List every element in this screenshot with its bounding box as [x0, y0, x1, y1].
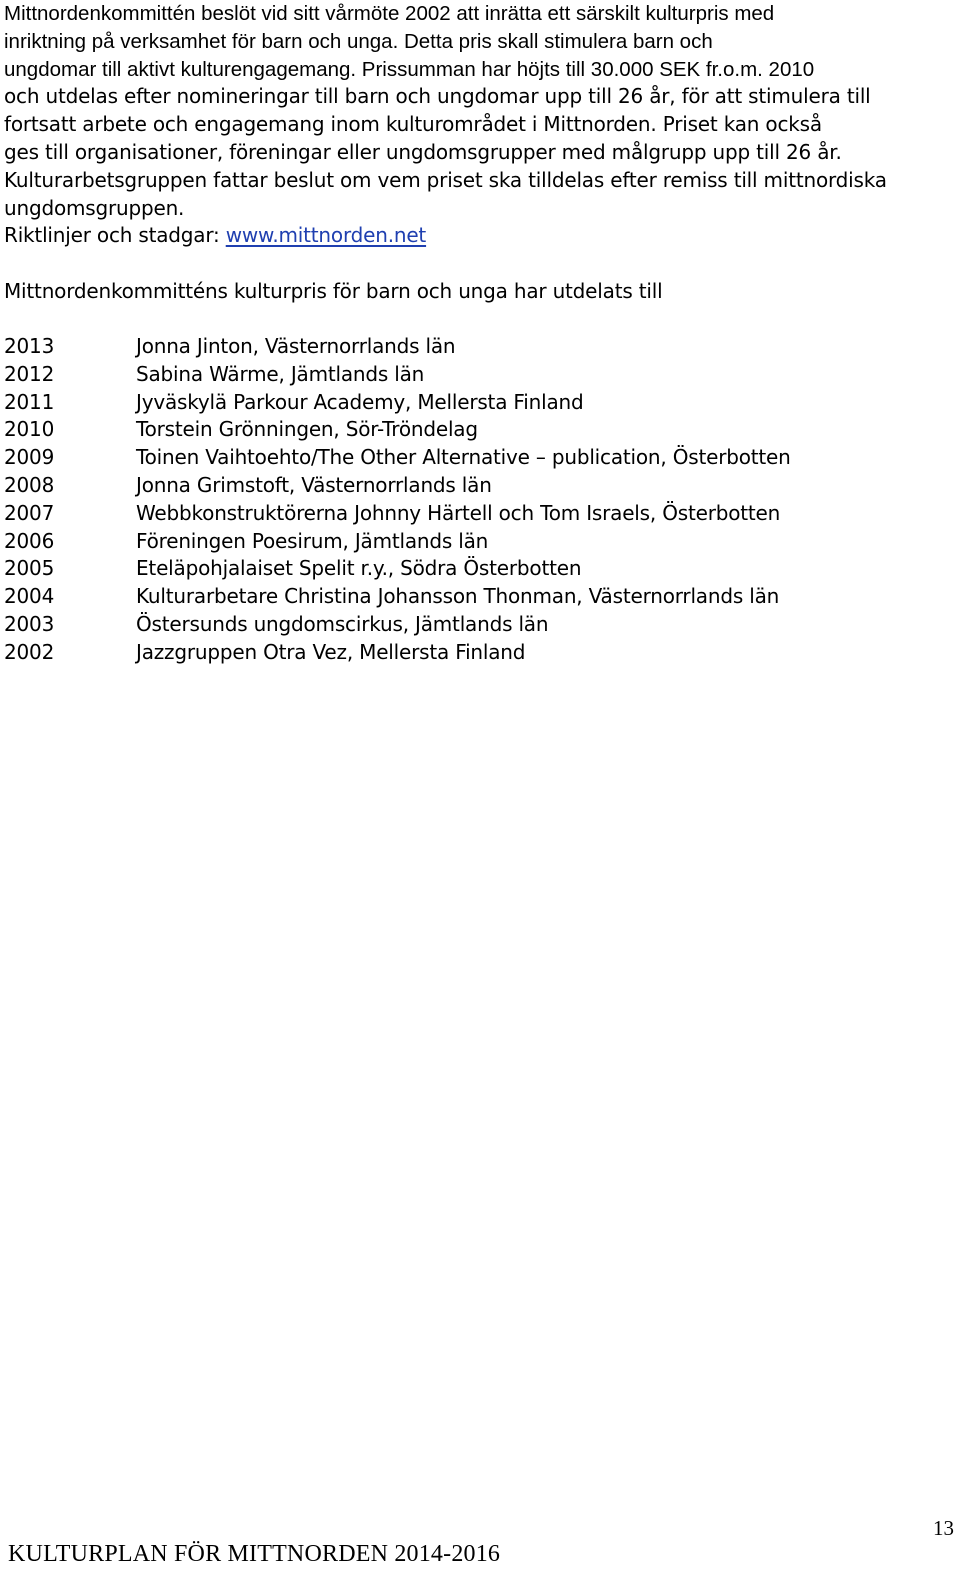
page-number: 13	[933, 1516, 954, 1540]
footer-title: KULTURPLAN FÖR MITTNORDEN 2014-2016	[8, 1541, 501, 1567]
winner-year: 2012	[4, 361, 55, 386]
winner-row	[4, 583, 924, 611]
winner-year: 2005	[4, 556, 55, 581]
intro-line: ungdomsgruppen.	[4, 195, 185, 220]
winner-row	[4, 361, 924, 389]
winner-name: Jyväskylä Parkour Academy, Mellersta Finland	[136, 389, 584, 414]
intro-line: ges till organisationer, föreningar eller ungdomsgrupper med målgrupp upp till 26 år.	[4, 139, 842, 164]
intro-line: ungdomar till aktivt kulturengagemang. Prissumman har höjts till 30.000 SEK fr.o.m. 2010	[4, 57, 815, 81]
winner-row	[4, 611, 924, 639]
intro-line: inriktning på verksamhet för barn och unga. Detta pris skall stimulera barn och	[4, 29, 713, 53]
winner-row	[4, 528, 924, 556]
guidelines-label: Riktlinjer och stadgar:	[4, 223, 226, 248]
winner-year: 2006	[4, 528, 55, 553]
winner-name: Jazzgruppen Otra Vez, Mellersta Finland	[136, 639, 526, 664]
winner-year: 2011	[4, 389, 55, 414]
winner-row	[4, 639, 924, 667]
winners-list	[4, 333, 924, 667]
winner-row	[4, 333, 924, 361]
winner-year: 2010	[4, 417, 55, 442]
winner-row	[4, 444, 924, 472]
winner-name: Eteläpohjalaiset Spelit r.y., Södra Österbotten	[136, 556, 582, 581]
mittnorden-link[interactable]: www.mittnorden.net	[225, 223, 427, 248]
intro-paragraph	[4, 0, 956, 250]
winner-year: 2009	[4, 445, 55, 470]
winner-year: 2013	[4, 334, 55, 358]
winner-name: Kulturarbetare Christina Johansson Thonman, Västernorrlands län	[136, 584, 780, 609]
winner-year: 2002	[4, 639, 55, 664]
winner-name: Jonna Jinton, Västernorrlands län	[136, 334, 456, 358]
intro-line: Mittnordenkommittén beslöt vid sitt vårmöte 2002 att inrätta ett särskilt kulturpris med	[4, 2, 775, 25]
winner-name: Toinen Vaihtoehto/The Other Alternative – publication, Österbotten	[136, 445, 791, 470]
winner-name: Torstein Grönningen, Sör-Tröndelag	[136, 417, 478, 442]
winner-name: Föreningen Poesirum, Jämtlands län	[136, 528, 489, 553]
winner-name: Webbkonstruktörerna Johnny Härtell och Tom Israels, Österbotten	[136, 500, 781, 525]
winner-row	[4, 389, 924, 417]
intro-line: och utdelas efter nomineringar till barn och ungdomar upp till 26 år, för att stimulera till	[4, 84, 871, 109]
winner-year: 2004	[4, 584, 55, 609]
winner-row	[4, 555, 924, 583]
intro-line: Kulturarbetsgruppen fattar beslut om vem priset ska tilldelas efter remiss till mittnordiska	[4, 167, 887, 192]
winner-name: Sabina Wärme, Jämtlands län	[136, 361, 425, 386]
winner-row	[4, 472, 924, 500]
winner-year: 2007	[4, 500, 55, 525]
winner-year: 2003	[4, 611, 55, 636]
winner-name: Jonna Grimstoft, Västernorrlands län	[136, 472, 492, 497]
winner-year: 2008	[4, 472, 55, 497]
winner-name: Östersunds ungdomscirkus, Jämtlands län	[136, 611, 549, 636]
intro-line: fortsatt arbete och engagemang inom kulturområdet i Mittnorden. Priset kan också	[4, 112, 822, 137]
guidelines-line	[4, 222, 956, 250]
winner-row	[4, 416, 924, 444]
winner-row	[4, 500, 924, 528]
awards-heading: Mittnordenkommitténs kulturpris för barn och unga har utdelats till	[4, 279, 663, 303]
